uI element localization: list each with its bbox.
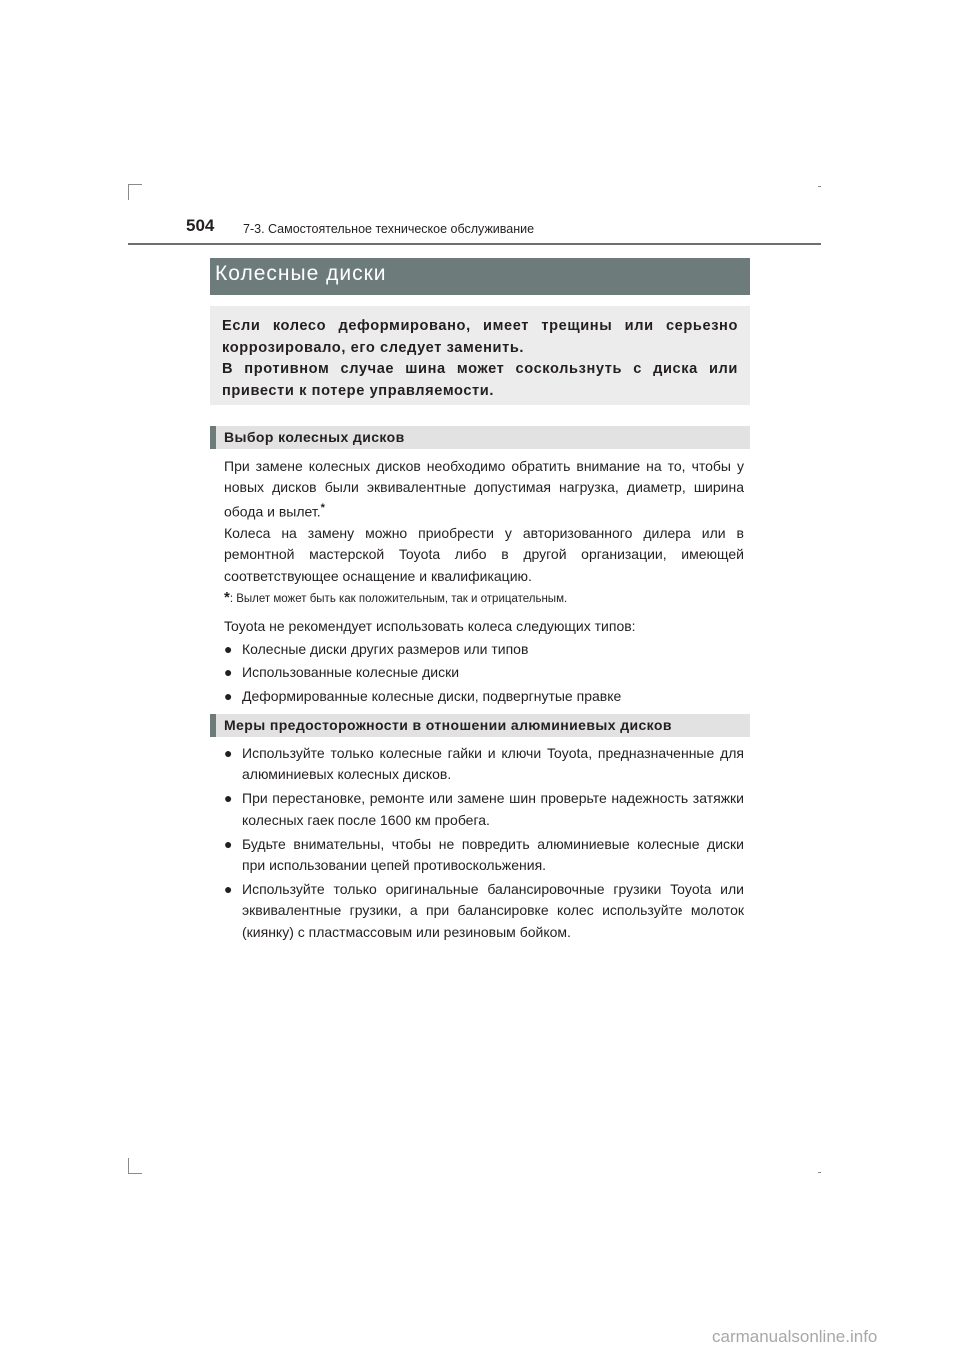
list-item: ● Используйте только оригинальные балансировочные грузики Toyota или эквивалентные грузики, а при балансировке колес используйте молоток (киянку) с пластмассовым или резиновым бойком. [224, 881, 744, 940]
list-item: ● При перестановке, ремонте или замене шин проверьте надежность затяжки колесных гаек после 1600 км пробега. [224, 790, 744, 828]
watermark: carmanualsonline.info [712, 1327, 878, 1346]
page-number: 504 [186, 216, 215, 235]
bullet-icon: ● [224, 790, 233, 807]
bullet-icon: ● [224, 641, 233, 658]
crop-mark-top-left-v [128, 184, 129, 200]
crop-mark-bottom-left-v [128, 1158, 129, 1174]
callout-line-4: привести к потере управляемости. [222, 382, 495, 399]
bullet-icon: ● [224, 835, 233, 852]
selection-body [224, 456, 744, 707]
crop-mark-bottom-right [818, 1172, 821, 1173]
callout-line-2: коррозировало, его следует заменить. [222, 339, 525, 356]
section-title: Колесные диски [210, 258, 750, 295]
selection-intro: Toyota не рекомендует использовать колеса следующих типов: [224, 618, 636, 635]
callout-line-1: Если колесо деформировано, имеет трещины или серьезно [222, 318, 738, 334]
subsection-heading-precautions: Меры предосторожности в отношении алюминиевых дисков [210, 714, 750, 737]
bullet-icon: ● [224, 881, 233, 898]
callout-line-3: В противном случае шина может соскользнуть с диска или [222, 361, 738, 377]
header-rule [128, 243, 821, 245]
list-item: ● Будьте внимательны, чтобы не повредить алюминиевые колесные диски при использовании цепей противоскольжения. [224, 835, 744, 874]
list-item: ● Колесные диски других размеров или типов [224, 639, 744, 660]
crop-mark-top-right [818, 186, 821, 187]
subsection-heading-selection: Выбор колесных дисков [210, 426, 750, 449]
selection-paragraph-1: При замене колесных дисков необходимо обратить внимание на то, чтобы у новых дисков были эквивалентные допустимая нагрузка, диаметр, ширина обода и вылет.* [224, 458, 744, 521]
list-item: ● Использованные колесные диски [224, 662, 744, 683]
footnote: *: Вылет может быть как положительным, так и отрицательным. [224, 588, 568, 606]
bullet-icon: ● [224, 664, 233, 681]
precautions-body [224, 743, 744, 943]
footnote-mark: * [320, 502, 325, 515]
running-head: 7-3. Самостоятельное техническое обслуживание [243, 222, 535, 236]
crop-mark-bottom-left-h [128, 1173, 142, 1174]
bullet-icon: ● [224, 687, 233, 704]
callout-box [210, 306, 750, 405]
bullet-icon: ● [224, 745, 233, 761]
list-item: ● Используйте только колесные гайки и ключи Toyota, предназначенные для алюминиевых колесных дисков. [224, 745, 744, 783]
selection-paragraph-2: Колеса на замену можно приобрести у авторизованного дилера или в ремонтной мастерской Toyota либо в другой организации, имеющей соответствующее оснащение и квалификацию. [224, 525, 744, 584]
list-item: ● Деформированные колесные диски, подвергнутые правке [224, 686, 744, 707]
crop-mark-top-left-h [128, 184, 142, 185]
